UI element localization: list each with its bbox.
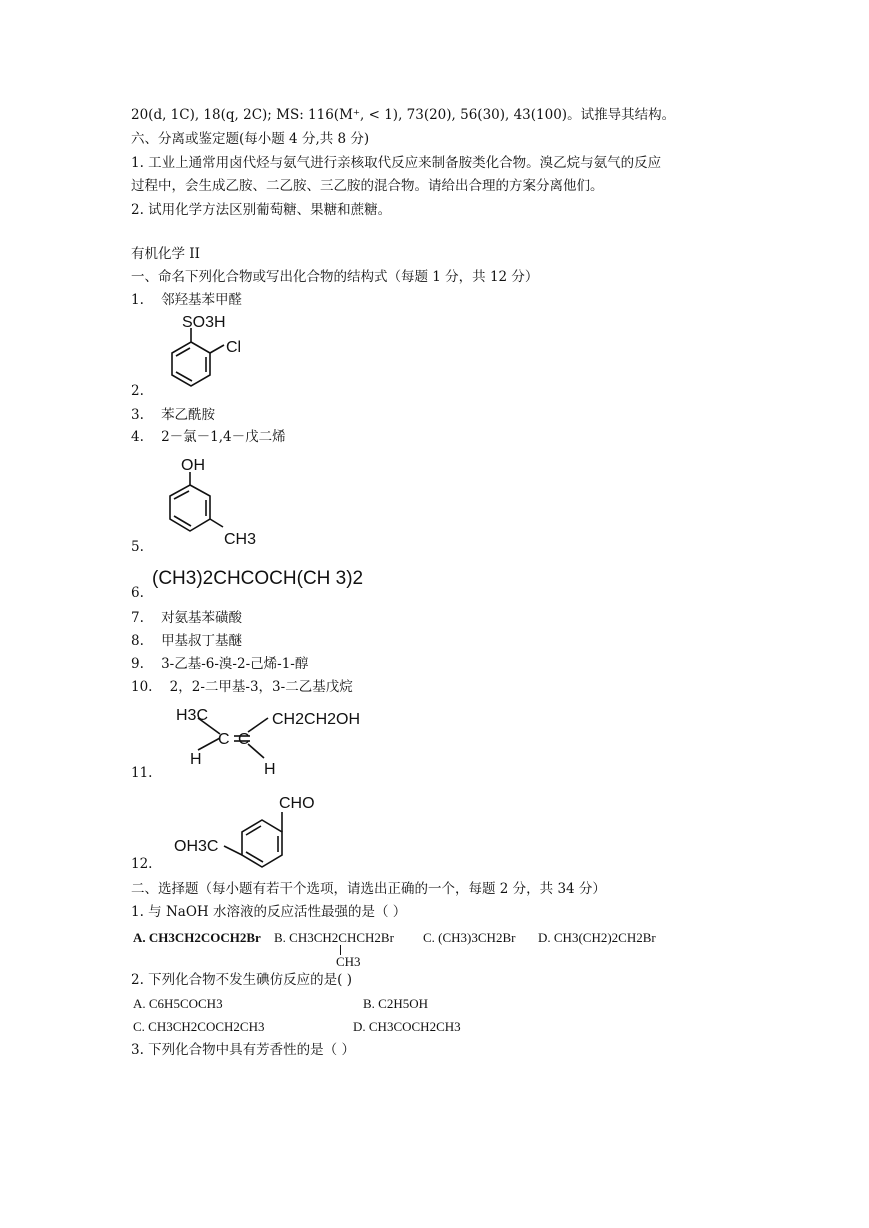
h3c-label: H3C [176, 707, 209, 724]
mc1-option-b: B. CH3CH2CHCH2Br [274, 930, 394, 945]
mc1-option-d: D. CH3(CH2)2CH2Br [538, 930, 656, 945]
structure-11-alkene [170, 700, 380, 780]
item-text: 对氨基苯磺酸 [161, 610, 243, 626]
item-text: 2，2-二甲基-3，3-二乙基戊烷 [169, 679, 353, 695]
item-8 [131, 632, 242, 650]
section2-title: 二、选择题（每小题有若干个选项，请选出正确的一个，每题 2 分，共 34 分） [131, 881, 606, 897]
item-6-number: 6. [131, 585, 144, 601]
section1-title: 一、命名下列化合物或写出化合物的结构式（每题 1 分，共 12 分） [131, 269, 539, 285]
hydrogen-label: H [264, 761, 276, 778]
item-10 [131, 678, 353, 696]
part2-title: 有机化学 II [131, 246, 200, 262]
mc3-stem: 3. 下列化合物中具有芳香性的是（ ） [131, 1042, 355, 1058]
question6-2: 2. 试用化学方法区别葡萄糖、果糖和蔗糖。 [131, 202, 392, 218]
mc2-option-c: C. CH3CH2COCH2CH3 [133, 1019, 265, 1034]
cho-label: CHO [279, 795, 315, 812]
item-number: 4. [131, 429, 144, 445]
item-3 [131, 406, 215, 424]
cl-label: Cl [226, 339, 242, 356]
item-2-number: 2. [131, 383, 144, 399]
item-text: 2－氯－1,4－戊二烯 [161, 429, 286, 445]
item-4 [131, 428, 286, 446]
ch3-label: CH3 [224, 531, 257, 548]
mc1-option-b-branch: CH3 [336, 954, 361, 969]
item-6-formula: (CH3)2CHCOCH(CH 3)2 [152, 568, 364, 589]
och3-label: OH3C [174, 838, 219, 855]
question6-1-line1: 1. 工业上通常用卤代烃与氨气进行亲核取代反应来制备胺类化合物。溴乙烷与氨气的反应 [131, 155, 662, 171]
item-11-number: 11. [131, 765, 153, 781]
ch2ch2oh-label: CH2CH2OH [272, 711, 361, 728]
item-number: 3. [131, 407, 144, 423]
item-1 [131, 291, 242, 309]
item-number: 8. [131, 633, 144, 649]
structure-2-sulfonic-chlorobenzene [160, 310, 260, 400]
oh-label: OH [181, 457, 205, 474]
item-5-number: 5. [131, 539, 144, 555]
item-number: 10. [131, 679, 153, 695]
mc1-stem: 1. 与 NaOH 水溶液的反应活性最强的是（ ） [131, 904, 407, 920]
so3h-label: SO3H [182, 314, 226, 331]
mc1-option-a: A. CH3CH2COCH2Br [133, 930, 261, 945]
item-text: 邻羟基苯甲醛 [161, 292, 243, 308]
item-number: 9. [131, 656, 144, 672]
nmr-data-line: 20(d, 1C), 18(q, 2C); MS: 116(M⁺, < 1), 73(20), 56(30), 43(100)。试推导其结构。 [131, 107, 676, 123]
item-number: 1. [131, 292, 144, 308]
question6-1-line2: 过程中，会生成乙胺、二乙胺、三乙胺的混合物。请给出合理的方案分离他们。 [131, 178, 604, 194]
item-number: 7. [131, 610, 144, 626]
section6-title: 六、分离或鉴定题(每小题 4 分,共 8 分) [131, 131, 370, 147]
structure-5-m-cresol [160, 455, 270, 550]
structure-12-methoxybenzaldehyde [170, 790, 350, 875]
item-text: 苯乙酰胺 [161, 407, 216, 423]
carbon-label: C [218, 731, 230, 748]
item-text: 3-乙基-6-溴-2-己烯-1-醇 [161, 656, 309, 672]
mc2-option-d: D. CH3COCH2CH3 [353, 1019, 461, 1034]
item-9 [131, 655, 308, 673]
mc2-stem: 2. 下列化合物不发生碘仿反应的是( ) [131, 972, 352, 988]
item-7 [131, 609, 242, 627]
hydrogen-label: H [190, 751, 202, 768]
mc2-option-b: B. C2H5OH [363, 996, 429, 1011]
mc2-option-a: A. C6H5COCH3 [133, 996, 223, 1011]
item-text: 甲基叔丁基醚 [161, 633, 243, 649]
carbon-label: C [238, 731, 250, 748]
item-12-number: 12. [131, 856, 153, 872]
mc1-option-c: C. (CH3)3CH2Br [423, 930, 516, 945]
